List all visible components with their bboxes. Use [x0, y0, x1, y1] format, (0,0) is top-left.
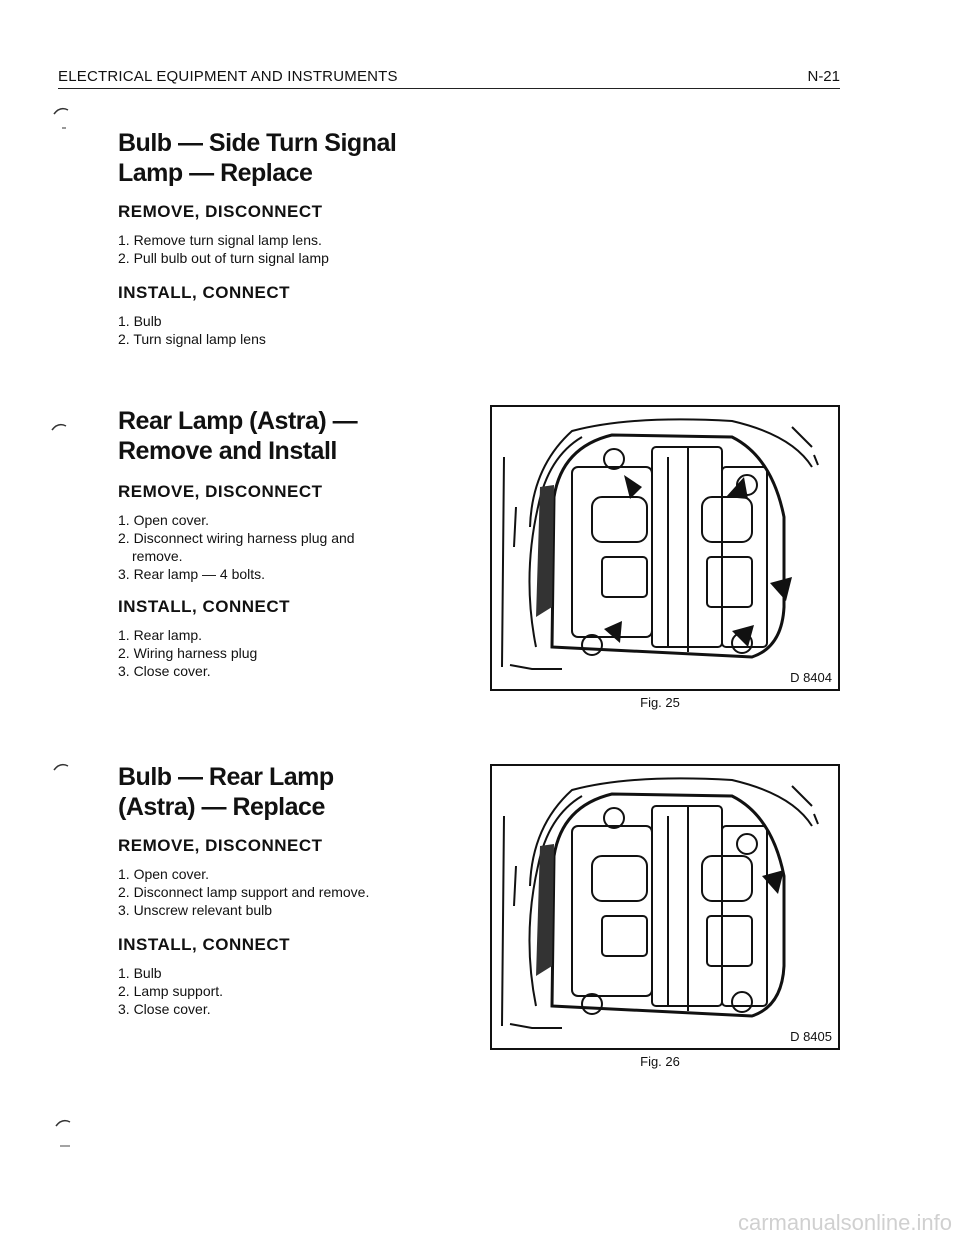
remove-subheading: REMOVE, DISCONNECT	[118, 482, 323, 501]
install-subheading: INSTALL, CONNECT	[118, 283, 291, 302]
remove-subheading: REMOVE, DISCONNECT	[118, 836, 323, 855]
step-item: remove.	[132, 548, 183, 564]
figure-caption: Fig. 26	[640, 1054, 680, 1069]
remove-steps	[118, 511, 468, 583]
section-heading	[118, 128, 478, 188]
figure-caption: Fig. 25	[640, 695, 680, 710]
install-steps	[118, 626, 468, 680]
heading-line: (Astra) — Replace	[118, 793, 325, 821]
rear-lamp-illustration	[492, 407, 838, 689]
step-item: 2. Pull bulb out of turn signal lamp	[118, 250, 329, 266]
running-header	[58, 68, 840, 89]
step-item: 2. Disconnect wiring harness plug and	[118, 530, 355, 546]
step-item: 2. Turn signal lamp lens	[118, 331, 266, 347]
step-item: 3. Close cover.	[118, 663, 211, 679]
step-item: 3. Unscrew relevant bulb	[118, 902, 273, 918]
figure-25-frame	[490, 405, 840, 691]
remove-steps	[118, 865, 468, 919]
section-heading	[118, 762, 468, 822]
section-rear-lamp-bulb	[118, 762, 468, 1018]
rear-lamp-bulb-illustration	[492, 766, 838, 1048]
install-steps	[118, 312, 478, 348]
install-steps	[118, 964, 468, 1018]
section-rear-lamp-remove	[118, 406, 468, 680]
step-item: 1. Rear lamp.	[118, 627, 203, 643]
watermark: carmanualsonline.info	[737, 1210, 952, 1235]
heading-line: Rear Lamp (Astra) —	[118, 407, 358, 435]
step-item: 3. Close cover.	[118, 1001, 211, 1017]
step-item: 3. Rear lamp — 4 bolts.	[118, 566, 266, 582]
step-item: 2. Disconnect lamp support and remove.	[118, 884, 370, 900]
step-item: 1. Bulb	[118, 965, 162, 981]
step-item: 1. Open cover.	[118, 512, 210, 528]
margin-mark-icon	[52, 760, 72, 774]
install-subheading: INSTALL, CONNECT	[118, 597, 291, 616]
step-item: 1. Open cover.	[118, 866, 210, 882]
figure-code: D 8404	[790, 670, 832, 685]
margin-mark-icon	[50, 420, 70, 434]
figure-26-frame	[490, 764, 840, 1050]
step-item: 2. Lamp support.	[118, 983, 224, 999]
page-number: N-21	[807, 68, 840, 85]
section-side-turn-signal	[118, 128, 478, 348]
section-title: ELECTRICAL EQUIPMENT AND INSTRUMENTS	[58, 68, 398, 85]
step-item: 2. Wiring harness plug	[118, 645, 258, 661]
figure-code: D 8405	[790, 1029, 832, 1044]
section-heading	[118, 406, 468, 466]
heading-line: Bulb — Rear Lamp	[118, 763, 334, 791]
step-item: 1. Remove turn signal lamp lens.	[118, 232, 322, 248]
margin-mark-icon	[52, 104, 72, 134]
remove-steps	[118, 231, 478, 267]
heading-line: Bulb — Side Turn Signal	[118, 129, 397, 157]
heading-line: Lamp — Replace	[118, 159, 313, 187]
remove-subheading: REMOVE, DISCONNECT	[118, 202, 323, 221]
margin-mark-icon	[54, 1116, 76, 1152]
step-item: 1. Bulb	[118, 313, 162, 329]
install-subheading: INSTALL, CONNECT	[118, 935, 291, 954]
heading-line: Remove and Install	[118, 437, 337, 465]
